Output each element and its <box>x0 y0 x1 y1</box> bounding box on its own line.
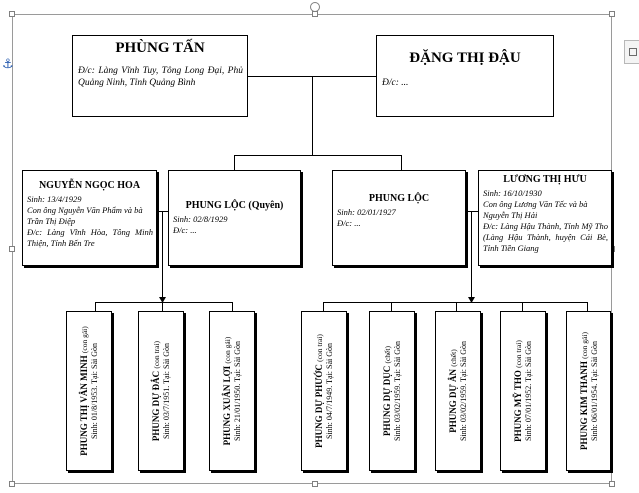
spouse-right-birth: Sinh: 16/10/1930 <box>483 188 542 198</box>
grandchild-birth: Sinh: 03/02/1959. Tại: Sài Gòn <box>458 340 468 442</box>
grandchild-relation: (con gái) <box>79 326 89 354</box>
spouse-right-name: LƯƠNG THỊ HƯU <box>503 174 587 185</box>
grandchild-box[interactable] <box>66 311 112 471</box>
son1-box[interactable] <box>168 170 301 266</box>
grandchild-box[interactable] <box>209 311 255 471</box>
mother-name: ĐẶNG THỊ ĐẬU <box>409 50 521 66</box>
grandchild-name: PHUNG XUÂN LỢI <box>221 365 232 446</box>
grandchild-relation: (con trai) <box>513 340 523 368</box>
son2-birth: Sinh: 02/01/1927 <box>337 207 396 217</box>
grandchild-birth: Sinh: 06/01/1954. Tại: Sài Gòn <box>589 340 598 442</box>
grandchild-box[interactable] <box>566 311 611 471</box>
grandchild-relation: (chết) <box>382 346 392 364</box>
father-name: PHÙNG TẤN <box>115 40 205 56</box>
grandchild-box[interactable] <box>369 311 415 471</box>
grandchild-relation: (con trai) <box>151 340 161 369</box>
grandchild-relation: (con gái) <box>222 336 232 364</box>
grandchild-name: PHUNG DỰ ÂN <box>447 369 458 433</box>
grandchild-name: PHUNG MỸ THO <box>512 370 523 442</box>
son2-name: PHUNG LỘC <box>368 193 430 204</box>
grandchild-birth: Sinh: 04/7/1949. Tại: Sài Gòn <box>324 342 334 440</box>
grandchild-name: PHUNG THỊ VÂN MINH <box>78 355 89 456</box>
spouse-left-address: Đ/c: Làng Vĩnh Hòa, Tông Minh Thiện, Tỉnh Bến Tre <box>27 227 153 248</box>
mother-address: Đ/c: ... <box>382 78 409 88</box>
grandchild-birth: Sinh: 01/8/1953. Tại: Sài Gòn <box>89 342 99 440</box>
grandchild-box[interactable] <box>138 311 184 471</box>
father-box[interactable] <box>72 35 248 117</box>
spouse-left-box[interactable] <box>22 170 157 266</box>
son1-birth: Sinh: 02/8/1929 <box>173 214 228 224</box>
son2-box[interactable] <box>332 170 466 266</box>
grandchild-relation: (con gái) <box>579 332 588 359</box>
grandchild-name: PHUNG KIM THANH <box>578 361 588 450</box>
grandchild-birth: Sinh: 21/01/1950. Tại: Sài Gòn <box>232 340 242 442</box>
spouse-left-birth: Sinh: 13/4/1929 <box>27 194 82 204</box>
spouse-left-parents: Con ông Nguyễn Văn Phẩm và bà Trần Thị Điệp <box>27 205 143 226</box>
son1-name: PHUNG LỘC (Quyên) <box>185 200 284 211</box>
mother-box[interactable] <box>376 35 554 117</box>
grandchild-name: PHUNG DỰ DỤC <box>381 365 392 436</box>
grandchild-box[interactable] <box>301 311 347 471</box>
spouse-right-address: Đ/c: Làng Hậu Thành, Tỉnh Mỹ Tho (Làng Hậu Thành, huyện Cái Bè, Tỉnh Tiền Giang <box>483 221 608 253</box>
grandchild-name: PHUNG DỰ ĐẮC <box>150 370 161 442</box>
father-address: Đ/c: Làng Vĩnh Tuy, Tông Long Đại, Phủ Quảng Ninh, Tỉnh Quảng Bình <box>78 66 243 88</box>
grandchild-birth: Sinh: 07/01/1952. Tại: Sài Gòn <box>523 340 533 442</box>
son1-address: Đ/c: ... <box>173 225 197 235</box>
grandchild-name: PHUNG DỰ PHƯỚC <box>313 364 324 448</box>
grandchild-relation: (chết) <box>448 349 458 367</box>
grandchild-birth: Sinh: 03/7/1951. Tại: Sài Gòn <box>161 342 171 440</box>
anchor-icon[interactable]: ⚓ <box>2 57 14 72</box>
grandchild-relation: (con trai) <box>314 334 324 362</box>
grandchild-birth: Sinh: 03/02/1959. Tại: Sài Gòn <box>392 340 402 442</box>
grandchild-box[interactable] <box>500 311 546 471</box>
spouse-left-name: NGUYỄN NGỌC HOA <box>38 180 141 191</box>
son2-address: Đ/c: ... <box>337 218 361 228</box>
grandchild-box[interactable] <box>435 311 481 471</box>
spouse-right-box[interactable] <box>478 170 612 266</box>
spouse-right-parents: Con ông Lương Văn Tếc và bà Nguyễn Thị Hải <box>483 199 588 220</box>
